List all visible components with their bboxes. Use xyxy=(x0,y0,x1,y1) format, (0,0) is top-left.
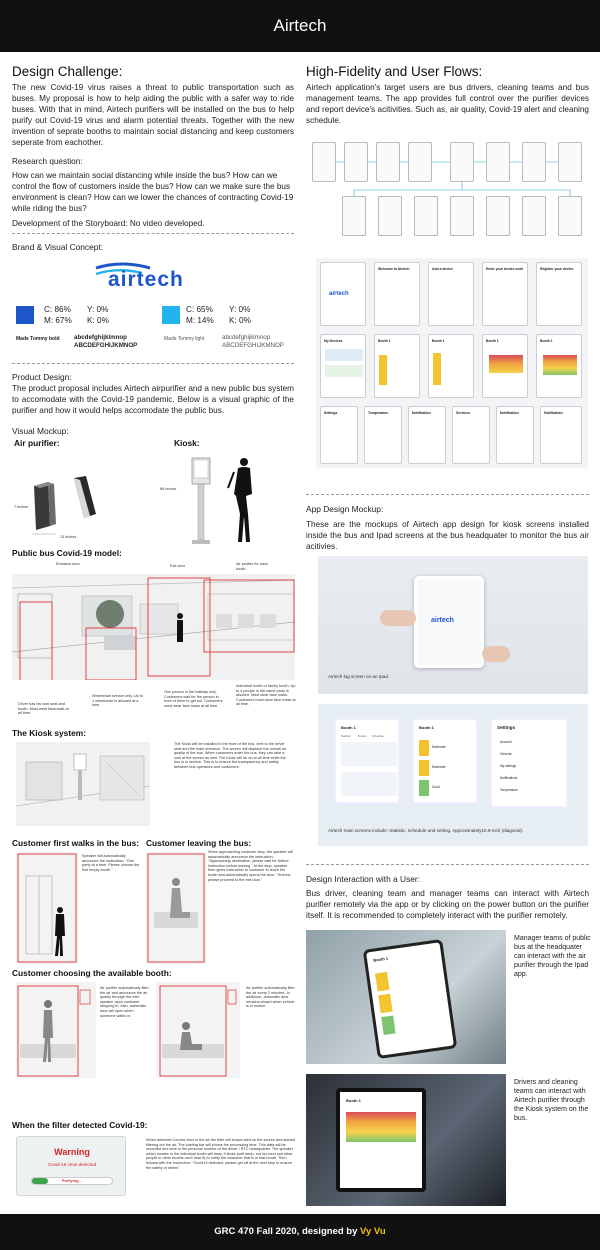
level-label: Moderate xyxy=(432,745,446,749)
storyboard-note: Development of the Storyboard: No video developed. xyxy=(12,219,205,228)
purify-progress-fill xyxy=(32,1178,48,1184)
kiosk-system-title: The Kiosk system: xyxy=(12,728,87,738)
welcome-label: Welcome to Airtech xyxy=(378,267,410,271)
leaving-text: When approaching customer stop, the speaker will automatically announce the instruction: "Approaching destination, please wait for further instruction before leaving." At the stop, speaker then gives instruction to customer to leave the booth and automatically opens the door: "Arrived, please proceed to the exit door." xyxy=(208,850,294,882)
hifi-screens xyxy=(316,258,588,468)
choosing-text-2: Air purifier automatically filter the air every 2 minutes. In additiuon, automatic door remains closed when vehicle is in motion. xyxy=(246,986,295,1009)
wireframe-user-flow xyxy=(306,138,589,248)
booth-label: Booth 1 xyxy=(432,339,445,343)
settings-screen xyxy=(490,718,568,808)
app-mockup-title: App Design Mockup: xyxy=(306,504,384,514)
booth-title: Booth 1 xyxy=(341,725,356,730)
choosing-illustration-2 xyxy=(156,982,240,1078)
leaving-title: Customer leaving the bus: xyxy=(146,838,252,848)
booth-label: Booth 1 xyxy=(378,339,391,343)
interaction-caption-1: Manager teams of public bus at the headquater can interact with the air purifier through the Ipad app. xyxy=(514,935,591,978)
hifi-title: High-Fidelity and User Flows: xyxy=(306,64,483,79)
brand-title: Brand & Visual Concept: xyxy=(12,242,104,252)
swatch2-k: K: 0% xyxy=(229,316,251,325)
settings-label: Settings xyxy=(324,411,338,415)
kiosk-system-illustration xyxy=(16,742,150,826)
filter-text: When detected Corona virus in the air the filter will shows alert on the screen and started filtering out the air. The loading bar will shows the processing time. This data will be recorded and sent to the personal monitor of the driver / RTC headquarter. The speaker which locates in the individual booth will beep 3 times (soft beep, not too loud and other people in other booths can't hear it) to notify the customer that is in that booth. Then follows with the instruction: "Covid19 detected, please get off at the next stop to ensure the safety of others" xyxy=(146,1138,295,1170)
warning-detected: Covid-19 virus detected xyxy=(47,1162,97,1167)
hifi-booth-screen xyxy=(374,334,420,398)
purifier-width-dim: 13 inches xyxy=(60,535,77,539)
hifi-services-screen xyxy=(452,406,490,464)
hand-right xyxy=(482,646,510,662)
swatch2-m: M: 14% xyxy=(186,316,214,325)
filter-title: When the filter detected Covid-19: xyxy=(12,1120,148,1130)
settings-item-notifications[interactable]: Notifications xyxy=(500,776,518,780)
main-caption: Airtech main screens include: Statistic, schedule and setting. Approximately10.9-inch (diagonal). xyxy=(328,828,524,833)
register-label: Register your device xyxy=(540,267,574,271)
choosing-text-1: Air purifier automatically filter the air and announce the air quality through the mini speaker upon customer stepping in. Also, automatic door will open when someone walks in. xyxy=(100,986,149,1018)
visual-mockup-title: Visual Mockup: xyxy=(12,426,69,436)
leaving-illustration xyxy=(146,852,206,964)
hand-left xyxy=(380,610,416,626)
covid-warning-screen xyxy=(16,1136,126,1196)
divider xyxy=(12,363,294,364)
kiosk-system-text: The Kiosk will be installed in the front of the bus, next to the driver seat and the main entrance. The screen will displace the overall air quality of the bus. When customers enter the bus, they can take a look at the screen as well. The Kiosk will be on at all time while the bus is in service. This is to ensure the transparency and safety between bus operators and customers. xyxy=(174,742,287,769)
level-label: Good xyxy=(432,785,440,789)
tab-modes[interactable]: Modes xyxy=(358,734,367,738)
swatch-blue xyxy=(16,306,34,324)
hifi-notification-screen xyxy=(408,406,446,464)
hifi-text: Airtech application's target users are bus drivers, cleaning teams and bus management teams. The app provides full control over the purifier devices and report device's acitivities. Such as, air quality, Covid-19 alert and cleaning schedule. xyxy=(306,83,589,125)
temperature-label: Temperature xyxy=(368,411,389,415)
caption-booth: Individual booth or family booth. Up to 4 people in the same party is allowed. Must wear face mask. Customers must wear face mask at all time. xyxy=(236,684,296,707)
booth-title: Booth 1 xyxy=(346,1098,361,1103)
notification-label: Notification xyxy=(412,411,431,415)
statistic-screen xyxy=(334,718,400,804)
ipad-in-hand xyxy=(363,939,458,1059)
interaction-caption-2: Drivers and cleaning teams can interact with Airtech purifier through the Kiosk system on the bus. xyxy=(514,1079,589,1122)
ipad-log-photo xyxy=(318,556,588,694)
hifi-welcome-screen xyxy=(374,262,420,326)
booth-levels-screen xyxy=(412,718,478,804)
kiosk-illustration xyxy=(186,454,291,550)
settings-item-general[interactable]: General xyxy=(500,752,512,756)
hifi-add-device-screen xyxy=(428,262,474,326)
font1-lower: abcdefghijklmnop xyxy=(74,334,127,341)
settings-item-account[interactable]: Account xyxy=(500,740,512,744)
kiosk-driver-photo xyxy=(306,1074,506,1206)
font1-upper: ABCDEFGHIJKMNOP xyxy=(74,342,138,349)
swatch1-k: K: 0% xyxy=(87,316,109,325)
label-exit-door: Exit door xyxy=(170,564,185,568)
swatch2-y: Y: 0% xyxy=(229,305,251,314)
settings-title: Settings xyxy=(497,725,516,730)
hifi-settings-screen xyxy=(320,406,358,464)
choosing-title: Customer choosing the available booth: xyxy=(12,968,172,978)
first-walks-title: Customer first walks in the bus: xyxy=(12,838,140,848)
settings-item-temperature[interactable]: Temperature xyxy=(500,788,518,792)
hifi-booth-screen xyxy=(428,334,474,398)
divider xyxy=(306,494,589,495)
purify-progress-bar xyxy=(31,1177,113,1185)
device-code-label: Enter your device code xyxy=(486,267,524,271)
my-devices-label: My Devices xyxy=(324,339,343,343)
splash-logo: airtech xyxy=(329,291,349,297)
notification-label: Notification xyxy=(544,411,563,415)
booth-title: Booth 1 xyxy=(372,955,389,963)
kiosk-label: Kiosk: xyxy=(174,438,200,448)
font2-name: Made Tommy light xyxy=(164,336,205,342)
hifi-temperature-screen xyxy=(364,406,402,464)
booth-label: Booth 1 xyxy=(486,339,499,343)
page-footer xyxy=(0,1214,600,1250)
ipad-headquarter-photo xyxy=(306,930,506,1064)
warning-heading: Warning xyxy=(54,1147,90,1157)
interaction-title: Design Interaction with a User: xyxy=(306,874,421,884)
air-purifier-label: Air purifier: xyxy=(14,438,60,448)
font1-name: Made Tommy bold xyxy=(16,336,60,342)
design-challenge-title: Design Challenge: xyxy=(12,64,123,79)
page-header xyxy=(0,0,600,52)
booth-title: Booth 1 xyxy=(419,725,434,730)
ipad-logo: airtech xyxy=(431,617,454,624)
hifi-notification-screen xyxy=(496,406,534,464)
add-device-label: Add a device xyxy=(432,267,453,271)
caption-wheelchair: Wheelchair service only. Up to 1 wheelchair is allowed at a time. xyxy=(92,694,143,708)
research-label: Research question: xyxy=(12,157,83,166)
kiosk-screen-photo xyxy=(336,1088,426,1192)
design-challenge-text: The new Covid-19 virus raises a threat to public transportation such as buses. My proposal is how to help aiding the public with a safer way to ride buses. With that in mind, Airtech purifiers will be installed on the bus to help purify out Covid-19 virus and alarm potential threats. Together with the new invention of seprate booths to maintain social distancing and keep customers seperate from eachother. xyxy=(12,83,294,147)
settings-item-my-settings[interactable]: My settings xyxy=(500,764,517,768)
purifying-label: Purifying... xyxy=(62,1179,82,1183)
tab-statistic[interactable]: Statistic xyxy=(341,734,351,738)
interaction-text: Bus driver, cleaning team and manager teams can interact with Airtech purifier remotely via the app or by clicking on the power button on the purifier itself. It is recommended to completely interact with the purifier remotely. xyxy=(306,889,589,920)
log-caption: Airtech log screen on an Ipad. xyxy=(328,674,390,679)
swatch1-y: Y: 0% xyxy=(87,305,109,314)
first-walks-text: Speaker will automatically announce the instruction: "One party at a time. Please choose the first empty booth." xyxy=(82,854,140,872)
bus-interior-illustration xyxy=(12,574,295,680)
ipad-device xyxy=(414,576,484,668)
choosing-illustration-1 xyxy=(16,982,96,1078)
first-walks-illustration xyxy=(16,852,78,964)
hifi-device-code-screen xyxy=(482,262,528,326)
kiosk-height-dim: 66 inches xyxy=(160,487,177,491)
divider xyxy=(306,864,589,865)
label-entrance-door: Entrance door xyxy=(56,562,80,566)
caption-hallway: One person in the hallway only. Customers wait for the person in front of them to get out. Customers must wear face mask at all time. xyxy=(164,690,223,708)
label-air-purifier-booth: Air purifier for each booth xyxy=(236,562,269,571)
bus-model-title: Public bus Covid-19 model: xyxy=(12,548,122,558)
page-title: Airtech xyxy=(273,16,327,35)
research-text: How can we maintain social distancing while inside the bus? How can we control the flow of customers inside the bus? How can we make sure the bus environment is clean? How can we lower the chances of contracting Covid-19 while riding the bus? xyxy=(12,171,294,213)
ipad-main-screens-photo xyxy=(318,704,588,846)
services-label: Services xyxy=(456,411,470,415)
level-label: Moderate xyxy=(432,765,446,769)
app-mockup-text: These are the mockups of Airtech app design for kiosk screens installed inside the bus and Ipad screens at the bus headquater to monitor the bus air acitivies. xyxy=(306,520,589,551)
purifier-height-dim: 7 inches xyxy=(14,505,29,509)
font2-lower: abcdefghijklmnop xyxy=(222,334,271,341)
divider xyxy=(12,233,294,234)
swatch1-m: M: 67% xyxy=(44,316,72,325)
font2-upper: ABCDEFGHIJKMNOP xyxy=(222,342,284,349)
product-text: The product proposal includes Airtech airpurifier and a new public bus system to accomodate with the Covid-19 pandemic. Below is a visual graphic of the purifier and how it would helps accomodate the public bus. xyxy=(12,384,294,415)
hifi-register-screen xyxy=(536,262,582,326)
footer-text: GRC 470 Fall 2020, designed by xyxy=(214,1226,361,1237)
swatch2-c: C: 65% xyxy=(186,305,213,314)
caption-driver: Driver has his own seat and booth. Must wear facemask at all time. xyxy=(18,702,69,716)
footer-author: Vy Vu xyxy=(360,1226,386,1237)
swatch1-c: C: 86% xyxy=(44,305,71,314)
hifi-my-devices-screen xyxy=(320,334,366,398)
booth-label: Booth 1 xyxy=(540,339,553,343)
hifi-splash-screen xyxy=(320,262,366,326)
hifi-booth-screen xyxy=(536,334,582,398)
swatch-cyan xyxy=(162,306,180,324)
hifi-notification-screen xyxy=(540,406,582,464)
tab-schedule[interactable]: Schedule xyxy=(372,734,384,738)
product-title: Product Design: xyxy=(12,372,72,382)
logo-wordmark: airtech xyxy=(108,268,184,291)
hifi-booth-screen xyxy=(482,334,528,398)
notification-label: Notification xyxy=(500,411,519,415)
